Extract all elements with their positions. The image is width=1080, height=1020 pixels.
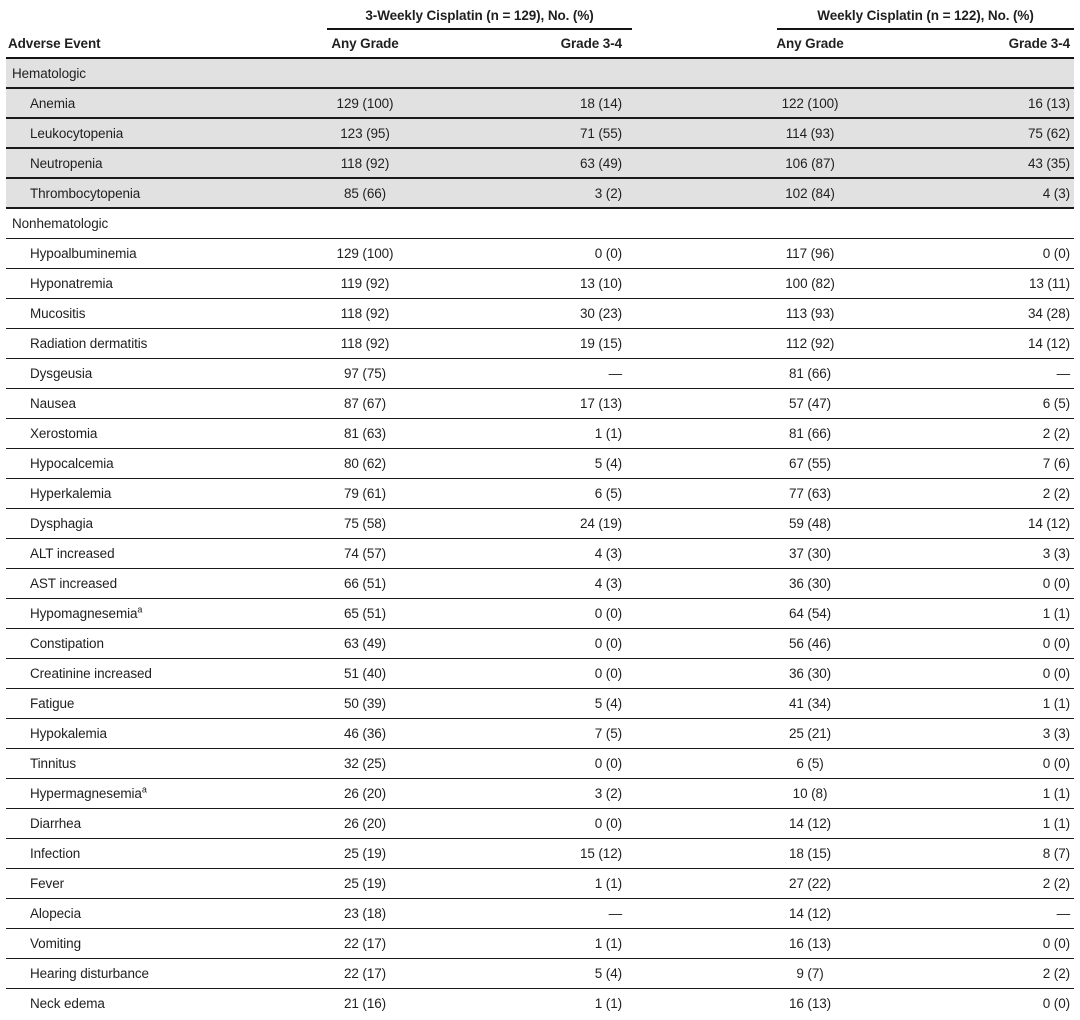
adverse-event-label: [6, 148, 246, 178]
adverse-event-label: [6, 958, 246, 988]
any-grade-3weekly-value: 97 (75): [246, 358, 484, 388]
column-header-any-grade-weekly: Any Grade: [632, 30, 932, 58]
grade34-weekly-value: —: [932, 898, 1074, 928]
column-header-adverse-event: Adverse Event: [6, 30, 246, 58]
adverse-event-label: [6, 388, 246, 418]
section-header-row: [6, 208, 1074, 238]
any-grade-3weekly-value: 26 (20): [246, 778, 484, 808]
any-grade-weekly-value: 10 (8): [632, 778, 932, 808]
adverse-event-label: [6, 478, 246, 508]
grade34-weekly-value: 4 (3): [932, 178, 1074, 208]
adverse-event-text: Anemia: [30, 95, 76, 111]
adverse-event-label: [6, 628, 246, 658]
any-grade-weekly-value: 6 (5): [632, 748, 932, 778]
adverse-event-label: [6, 688, 246, 718]
adverse-event-text: Fever: [30, 875, 65, 891]
table-row: [6, 778, 1074, 808]
section-header-row: [6, 58, 1074, 88]
table-row: [6, 328, 1074, 358]
table-row: [6, 838, 1074, 868]
adverse-event-label: [6, 568, 246, 598]
any-grade-3weekly-value: 22 (17): [246, 928, 484, 958]
any-grade-weekly-value: 14 (12): [632, 898, 932, 928]
grade34-3weekly-value: —: [484, 358, 632, 388]
adverse-event-label: [6, 808, 246, 838]
table-row: [6, 748, 1074, 778]
any-grade-3weekly-value: 25 (19): [246, 838, 484, 868]
table-row: [6, 868, 1074, 898]
any-grade-weekly-value: 57 (47): [632, 388, 932, 418]
grade34-3weekly-value: 0 (0): [484, 598, 632, 628]
any-grade-weekly-value: 56 (46): [632, 628, 932, 658]
grade34-3weekly-value: 1 (1): [484, 418, 632, 448]
any-grade-weekly-value: 114 (93): [632, 118, 932, 148]
grade34-weekly-value: 0 (0): [932, 568, 1074, 598]
adverse-event-text: Leukocytopenia: [30, 125, 124, 141]
table-row: [6, 958, 1074, 988]
adverse-event-label: [6, 988, 246, 1018]
grade34-3weekly-value: 15 (12): [484, 838, 632, 868]
table-row: [6, 478, 1074, 508]
adverse-event-text: Alopecia: [30, 905, 81, 921]
grade34-3weekly-value: 5 (4): [484, 958, 632, 988]
any-grade-3weekly-value: 81 (63): [246, 418, 484, 448]
grade34-3weekly-value: 71 (55): [484, 118, 632, 148]
grade34-weekly-value: 8 (7): [932, 838, 1074, 868]
adverse-event-text: Hypokalemia: [30, 725, 107, 741]
table-row: [6, 808, 1074, 838]
any-grade-3weekly-value: 79 (61): [246, 478, 484, 508]
grade34-weekly-value: 0 (0): [932, 658, 1074, 688]
table-header: [6, 0, 1074, 58]
adverse-events-table: [6, 0, 1074, 1018]
any-grade-3weekly-value: 26 (20): [246, 808, 484, 838]
grade34-3weekly-value: 3 (2): [484, 778, 632, 808]
table-row: [6, 538, 1074, 568]
table-row: [6, 298, 1074, 328]
any-grade-3weekly-value: 75 (58): [246, 508, 484, 538]
any-grade-3weekly-value: 32 (25): [246, 748, 484, 778]
grade34-3weekly-value: 5 (4): [484, 688, 632, 718]
adverse-event-label: [6, 898, 246, 928]
grade34-weekly-value: 0 (0): [932, 988, 1074, 1018]
adverse-event-label: [6, 598, 246, 628]
any-grade-3weekly-value: 118 (92): [246, 328, 484, 358]
grade34-3weekly-value: 24 (19): [484, 508, 632, 538]
grade34-3weekly-value: 5 (4): [484, 448, 632, 478]
grade34-weekly-value: 0 (0): [932, 628, 1074, 658]
grade34-weekly-value: 1 (1): [932, 808, 1074, 838]
grade34-weekly-value: 16 (13): [932, 88, 1074, 118]
grade34-weekly-value: 75 (62): [932, 118, 1074, 148]
any-grade-3weekly-value: 21 (16): [246, 988, 484, 1018]
grade34-weekly-value: 0 (0): [932, 748, 1074, 778]
grade34-3weekly-value: 3 (2): [484, 178, 632, 208]
adverse-event-text: Dysphagia: [30, 515, 93, 531]
any-grade-weekly-value: 117 (96): [632, 238, 932, 268]
adverse-event-text: Nausea: [30, 395, 76, 411]
section-title: Nonhematologic: [6, 208, 1074, 238]
adverse-event-text: Radiation dermatitis: [30, 335, 148, 351]
table-row: [6, 448, 1074, 478]
table-row: [6, 178, 1074, 208]
group-header-row: [6, 0, 1074, 30]
section-hematologic: [6, 58, 1074, 208]
any-grade-3weekly-value: 63 (49): [246, 628, 484, 658]
grade34-3weekly-value: 6 (5): [484, 478, 632, 508]
table-row: [6, 418, 1074, 448]
grade34-3weekly-value: 1 (1): [484, 988, 632, 1018]
adverse-event-label: [6, 88, 246, 118]
any-grade-3weekly-value: 80 (62): [246, 448, 484, 478]
group-label-weekly: Weekly Cisplatin (n = 122), No. (%): [777, 8, 1074, 30]
grade34-weekly-value: 6 (5): [932, 388, 1074, 418]
any-grade-3weekly-value: 123 (95): [246, 118, 484, 148]
adverse-event-text: Creatinine increased: [30, 665, 152, 681]
adverse-event-label: [6, 538, 246, 568]
any-grade-weekly-value: 37 (30): [632, 538, 932, 568]
any-grade-weekly-value: 16 (13): [632, 988, 932, 1018]
adverse-event-text: Fatigue: [30, 695, 75, 711]
any-grade-weekly-value: 106 (87): [632, 148, 932, 178]
grade34-3weekly-value: 4 (3): [484, 568, 632, 598]
adverse-event-label: [6, 268, 246, 298]
adverse-event-label: [6, 778, 246, 808]
any-grade-weekly-value: 81 (66): [632, 358, 932, 388]
grade34-weekly-value: 0 (0): [932, 238, 1074, 268]
grade34-weekly-value: 1 (1): [932, 688, 1074, 718]
any-grade-weekly-value: 14 (12): [632, 808, 932, 838]
grade34-weekly-value: 3 (3): [932, 718, 1074, 748]
table-row: [6, 388, 1074, 418]
section-nonhematologic: [6, 208, 1074, 1018]
adverse-event-text: Hypocalcemia: [30, 455, 114, 471]
adverse-event-text: ALT increased: [30, 545, 115, 561]
adverse-event-label: [6, 238, 246, 268]
grade34-3weekly-value: 63 (49): [484, 148, 632, 178]
adverse-event-text: Dysgeusia: [30, 365, 93, 381]
adverse-event-text: Vomiting: [30, 935, 81, 951]
table-row: [6, 238, 1074, 268]
grade34-weekly-value: 0 (0): [932, 928, 1074, 958]
grade34-weekly-value: 7 (6): [932, 448, 1074, 478]
adverse-event-text: Hyperkalemia: [30, 485, 112, 501]
grade34-3weekly-value: 19 (15): [484, 328, 632, 358]
group-header-3weekly: [246, 0, 632, 30]
table-row: [6, 628, 1074, 658]
any-grade-3weekly-value: 65 (51): [246, 598, 484, 628]
adverse-event-label: [6, 298, 246, 328]
any-grade-weekly-value: 64 (54): [632, 598, 932, 628]
grade34-3weekly-value: 0 (0): [484, 628, 632, 658]
adverse-event-text: AST increased: [30, 575, 117, 591]
any-grade-weekly-value: 36 (30): [632, 658, 932, 688]
any-grade-weekly-value: 25 (21): [632, 718, 932, 748]
any-grade-3weekly-value: 119 (92): [246, 268, 484, 298]
group-label-3weekly: 3-Weekly Cisplatin (n = 129), No. (%): [327, 8, 632, 30]
adverse-event-label: [6, 928, 246, 958]
column-header-grade34-weekly: Grade 3-4: [932, 30, 1074, 58]
table-row: [6, 718, 1074, 748]
grade34-weekly-value: 14 (12): [932, 328, 1074, 358]
adverse-event-label: [6, 328, 246, 358]
adverse-event-text: Constipation: [30, 635, 104, 651]
any-grade-weekly-value: 67 (55): [632, 448, 932, 478]
any-grade-3weekly-value: 50 (39): [246, 688, 484, 718]
section-title: Hematologic: [6, 58, 1074, 88]
adverse-event-text: Neck edema: [30, 995, 105, 1011]
grade34-3weekly-value: 13 (10): [484, 268, 632, 298]
table-row: [6, 928, 1074, 958]
any-grade-3weekly-value: 66 (51): [246, 568, 484, 598]
table-row: [6, 988, 1074, 1018]
grade34-3weekly-value: 1 (1): [484, 868, 632, 898]
grade34-weekly-value: 14 (12): [932, 508, 1074, 538]
any-grade-weekly-value: 100 (82): [632, 268, 932, 298]
adverse-event-text: Infection: [30, 845, 81, 861]
any-grade-weekly-value: 18 (15): [632, 838, 932, 868]
adverse-event-text: Hypoalbuminemia: [30, 245, 137, 261]
grade34-3weekly-value: 1 (1): [484, 928, 632, 958]
any-grade-3weekly-value: 85 (66): [246, 178, 484, 208]
table-row: [6, 658, 1074, 688]
grade34-weekly-value: 34 (28): [932, 298, 1074, 328]
grade34-weekly-value: 2 (2): [932, 868, 1074, 898]
any-grade-weekly-value: 81 (66): [632, 418, 932, 448]
adverse-event-text: Hypermagnesemia: [30, 785, 142, 801]
grade34-3weekly-value: —: [484, 898, 632, 928]
adverse-event-text: Diarrhea: [30, 815, 81, 831]
any-grade-weekly-value: 27 (22): [632, 868, 932, 898]
grade34-3weekly-value: 7 (5): [484, 718, 632, 748]
any-grade-weekly-value: 59 (48): [632, 508, 932, 538]
adverse-event-label: [6, 178, 246, 208]
adverse-event-label: [6, 718, 246, 748]
adverse-event-label: [6, 508, 246, 538]
grade34-weekly-value: 2 (2): [932, 478, 1074, 508]
any-grade-3weekly-value: 23 (18): [246, 898, 484, 928]
group-header-spacer: [6, 0, 246, 30]
table-row: [6, 358, 1074, 388]
grade34-weekly-value: 2 (2): [932, 958, 1074, 988]
any-grade-3weekly-value: 25 (19): [246, 868, 484, 898]
column-header-grade34-3weekly: Grade 3-4: [484, 30, 632, 58]
grade34-3weekly-value: 0 (0): [484, 658, 632, 688]
grade34-3weekly-value: 4 (3): [484, 538, 632, 568]
any-grade-weekly-value: 9 (7): [632, 958, 932, 988]
table-row: [6, 598, 1074, 628]
adverse-event-text: Hyponatremia: [30, 275, 113, 291]
any-grade-weekly-value: 16 (13): [632, 928, 932, 958]
any-grade-3weekly-value: 46 (36): [246, 718, 484, 748]
adverse-event-label: [6, 868, 246, 898]
grade34-weekly-value: 13 (11): [932, 268, 1074, 298]
adverse-event-text: Tinnitus: [30, 755, 76, 771]
group-header-weekly: [632, 0, 1074, 30]
any-grade-weekly-value: 122 (100): [632, 88, 932, 118]
adverse-event-label: [6, 748, 246, 778]
table-row: [6, 88, 1074, 118]
table-row: [6, 898, 1074, 928]
grade34-weekly-value: —: [932, 358, 1074, 388]
adverse-event-label: [6, 118, 246, 148]
adverse-event-label: [6, 358, 246, 388]
adverse-event-text: Hearing disturbance: [30, 965, 149, 981]
grade34-3weekly-value: 30 (23): [484, 298, 632, 328]
adverse-event-text: Thrombocytopenia: [30, 185, 141, 201]
any-grade-3weekly-value: 129 (100): [246, 238, 484, 268]
grade34-3weekly-value: 0 (0): [484, 808, 632, 838]
any-grade-3weekly-value: 74 (57): [246, 538, 484, 568]
any-grade-weekly-value: 102 (84): [632, 178, 932, 208]
grade34-weekly-value: 1 (1): [932, 778, 1074, 808]
footnote-marker: a: [137, 604, 143, 614]
table-row: [6, 268, 1074, 298]
grade34-3weekly-value: 17 (13): [484, 388, 632, 418]
column-header-row: [6, 30, 1074, 58]
adverse-event-label: [6, 838, 246, 868]
table-row: [6, 148, 1074, 178]
grade34-3weekly-value: 0 (0): [484, 748, 632, 778]
table-row: [6, 118, 1074, 148]
any-grade-3weekly-value: 87 (67): [246, 388, 484, 418]
grade34-weekly-value: 2 (2): [932, 418, 1074, 448]
grade34-3weekly-value: 0 (0): [484, 238, 632, 268]
grade34-3weekly-value: 18 (14): [484, 88, 632, 118]
any-grade-3weekly-value: 129 (100): [246, 88, 484, 118]
any-grade-3weekly-value: 118 (92): [246, 148, 484, 178]
any-grade-weekly-value: 36 (30): [632, 568, 932, 598]
table-row: [6, 508, 1074, 538]
any-grade-weekly-value: 41 (34): [632, 688, 932, 718]
table-row: [6, 568, 1074, 598]
grade34-weekly-value: 43 (35): [932, 148, 1074, 178]
any-grade-weekly-value: 113 (93): [632, 298, 932, 328]
adverse-event-label: [6, 658, 246, 688]
any-grade-3weekly-value: 22 (17): [246, 958, 484, 988]
adverse-event-text: Neutropenia: [30, 155, 103, 171]
any-grade-3weekly-value: 118 (92): [246, 298, 484, 328]
any-grade-weekly-value: 112 (92): [632, 328, 932, 358]
adverse-event-label: [6, 418, 246, 448]
any-grade-weekly-value: 77 (63): [632, 478, 932, 508]
any-grade-3weekly-value: 51 (40): [246, 658, 484, 688]
grade34-weekly-value: 1 (1): [932, 598, 1074, 628]
footnote-marker: a: [141, 784, 147, 794]
grade34-weekly-value: 3 (3): [932, 538, 1074, 568]
adverse-event-text: Hypomagnesemia: [30, 605, 138, 621]
table-row: [6, 688, 1074, 718]
adverse-event-text: Xerostomia: [30, 425, 98, 441]
adverse-event-label: [6, 448, 246, 478]
adverse-event-text: Mucositis: [30, 305, 86, 321]
column-header-any-grade-3weekly: Any Grade: [246, 30, 484, 58]
